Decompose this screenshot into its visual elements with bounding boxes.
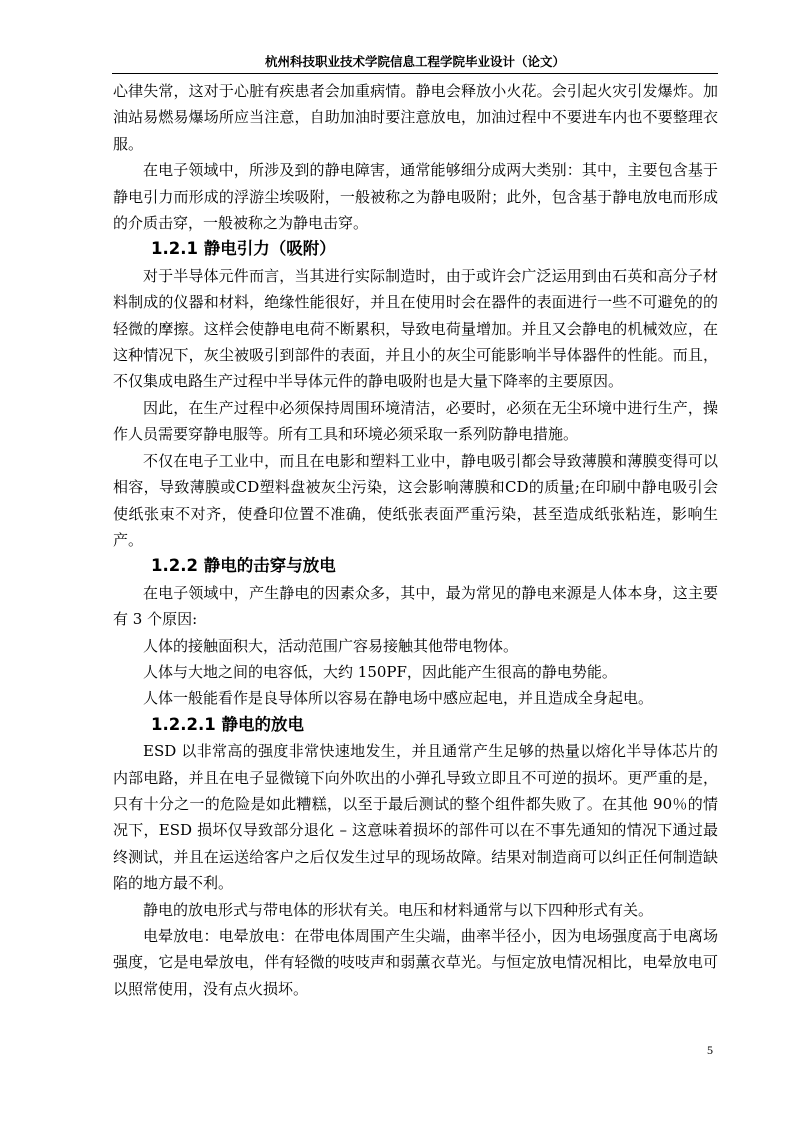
paragraph: 人体与大地之间的电容低，大约 150PF，因此能产生很高的静电势能。 xyxy=(143,662,617,681)
paragraph: 在电子领域中，产生静电的因素众多，其中，最为常见的静电来源是人体本身，这主要有 3 个原因: xyxy=(113,583,718,629)
paragraph: 心律失常，这对于心脏有疾患者会加重病情。静电会释放小火花。会引起火灾引发爆炸。加油站易燃易爆场所应当注意，自助加油时要注意放电，加油过程中不要进车内也不要整理衣服。 xyxy=(113,82,718,153)
section-heading: 1.2.2 静电的击穿与放电 xyxy=(151,556,336,576)
page-number: 5 xyxy=(707,1043,713,1057)
paragraph: 对于半导体元件而言，当其进行实际制造时，由于或许会广泛运用到由石英和高分子材料制成的仪器和材料，绝缘性能很好，并且在使用时会在器件的表面进行一些不可避免的的轻微的摩擦。这样会使静电电荷不断累积，导致电荷量增加。并且又会静电的机械效应，在这种情况下，灰尘被吸引到部件的表面，并且小的灰尘可能影响半导体器件的性能。而且，不仅集成电路生产过程中半导体元件的静电吸附也是大量下降率的主要原因。 xyxy=(113,266,718,391)
section-heading: 1.2.1 静电引力（吸附） xyxy=(151,239,336,259)
paragraph: 因此，在生产过程中必须保持周围环境清洁，必要时，必须在无尘环境中进行生产，操作人员需要穿静电服等。所有工具和环境必须采取一系列防静电措施。 xyxy=(113,398,718,444)
paragraph: 在电子领域中，所涉及到的静电障害，通常能够细分成两大类别：其中，主要包含基于静电引力而形成的浮游尘埃吸附，一般被称之为静电吸附；此外，包含基于静电放电而形成的介质击穿，一般被称之为静电击穿。 xyxy=(113,161,718,233)
paragraph: 人体一般能看作是良导体所以容易在静电场中感应起电，并且造成全身起电。 xyxy=(143,689,654,708)
paragraph: ESD 以非常高的强度非常快速地发生，并且通常产生足够的热量以熔化半导体芯片的内部电路，并且在电子显微镜下向外吹出的小弹孔导致立即且不可逆的损坏。更严重的是，只有十分之一的危险是如此糟糕，以至于最后测试的整个组件都失败了。在其他 90％的情况下，ESD 损坏仅导致部分退化 – 这意味着损坏的部件可以在不事先通知的情况下通过最终测试，并且在运送给客户之后仅发生过早的现场故障。结果对制造商可以纠正任何制造缺陷的地方最不利。 xyxy=(113,742,718,893)
paragraph: 电晕放电：电晕放电：在带电体周围产生尖端，曲率半径小，因为电场强度高于电离场强度，它是电晕放电，伴有轻微的吱吱声和弱薰衣草光。与恒定放电情况相比，电晕放电可以照常使用，没有点火损坏。 xyxy=(113,927,718,998)
paragraph: 人体的接触面积大，活动范围广容易接触其他带电物体。 xyxy=(143,636,519,655)
paragraph: 静电的放电形式与带电体的形状有关。电压和材料通常与以下四种形式有关。 xyxy=(143,900,654,919)
paragraph: 不仅在电子工业中，而且在电影和塑料工业中，静电吸引都会导致薄膜和薄膜变得可以相容，导致薄膜或CD塑料盘被灰尘污染，这会影响薄膜和CD的质量;在印刷中静电吸引会使纸张束不对齐，使叠印位置不准确，使纸张表面严重污染，甚至造成纸张粘连，影响生产。 xyxy=(113,451,718,549)
document-body xyxy=(113,78,718,1002)
subsection-heading: 1.2.2.1 静电的放电 xyxy=(151,714,304,734)
page-header: 杭州科技职业技术学院信息工程学院毕业设计（论文） xyxy=(112,52,718,74)
